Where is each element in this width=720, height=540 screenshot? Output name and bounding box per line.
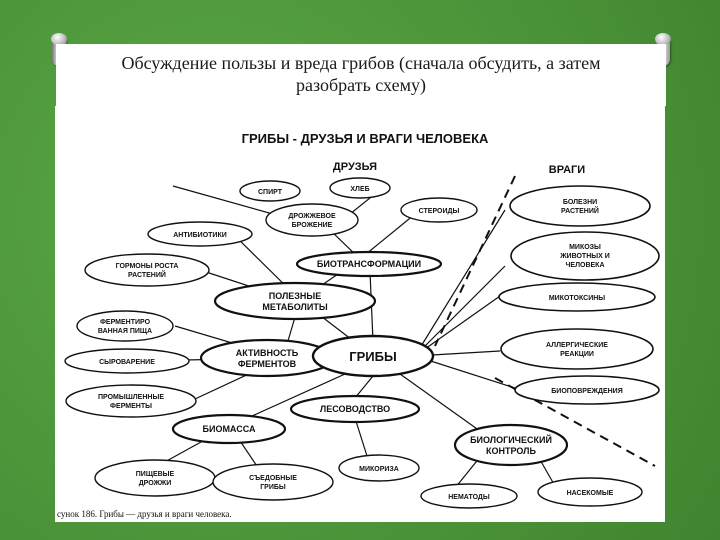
node-industrial-enzymes-line2: ФЕРМЕНТЫ	[110, 403, 152, 410]
slide-title-line2: разобрать схему)	[296, 75, 426, 95]
node-biocontrol-line1: БИОЛОГИЧЕСКИЙ	[470, 435, 552, 445]
node-enzyme-activity-line1: АКТИВНОСТЬ	[235, 348, 299, 358]
node-cheese-making	[65, 349, 189, 373]
node-mycorrhiza-label: МИКОРИЗА	[359, 466, 399, 473]
node-fungi-label: ГРИБЫ	[349, 349, 397, 364]
node-biodamage	[515, 376, 659, 404]
node-industrial-enzymes-line1: ПРОМЫШЛЕННЫЕ	[98, 394, 164, 401]
node-enzyme-activity-line2: ФЕРМЕНТОВ	[237, 359, 297, 369]
node-useful-metabolites-line1: ПОЛЕЗНЫЕ	[268, 291, 322, 301]
node-yeast-fermentation	[266, 204, 358, 236]
node-growth-hormones-line2: РАСТЕНИЙ	[128, 272, 166, 279]
node-useful-metabolites	[215, 283, 375, 319]
node-food-yeast-line2: ДРОЖЖИ	[138, 480, 172, 487]
node-plant-diseases-line2: РАСТЕНИЙ	[561, 208, 599, 215]
node-industrial-enzymes	[66, 385, 196, 417]
node-food-yeast-line1: ПИЩЕВЫЕ	[135, 471, 175, 478]
node-biotransformation	[297, 252, 441, 276]
node-biotransformation-label: БИОТРАНСФОРМАЦИИ	[316, 259, 422, 269]
node-plant-diseases	[510, 186, 650, 226]
node-nematodes	[421, 484, 517, 508]
node-allergic-reactions-line1: АЛЛЕРГИЧЕСКИЕ	[546, 342, 608, 349]
node-antibiotics-label: АНТИБИОТИКИ	[173, 232, 227, 239]
node-bread	[330, 178, 390, 198]
enemies-label: ВРАГИ	[548, 164, 586, 176]
node-steroids	[401, 198, 477, 222]
node-mycotoxins-label: МИКОТОКСИНЫ	[548, 295, 606, 302]
node-allergic-reactions	[501, 329, 653, 369]
node-mycoses-line1: МИКОЗЫ	[569, 244, 601, 251]
node-forestry	[291, 396, 419, 422]
node-antibiotics	[148, 222, 252, 246]
node-biodamage-label: БИОПОВРЕЖДЕНИЯ	[551, 388, 623, 395]
node-growth-hormones-line1: ГОРМОНЫ РОСТА	[115, 263, 179, 270]
node-biocontrol	[455, 425, 567, 465]
node-fermented-food	[77, 311, 173, 341]
node-insects	[538, 478, 642, 506]
node-spirit	[240, 181, 300, 201]
node-yeast-fermentation-line1: ДРОЖЖЕВОЕ	[288, 213, 336, 220]
node-plant-diseases-line1: БОЛЕЗНИ	[562, 199, 598, 206]
diagram-caption: сунок 186. Грибы — друзья и враги человека.	[57, 509, 232, 519]
node-growth-hormones	[85, 254, 209, 286]
slide-title	[56, 44, 666, 106]
node-yeast-fermentation-line2: БРОЖЕНИЕ	[291, 222, 333, 229]
node-edible-fungi-line1: СЪЕДОБНЫЕ	[249, 475, 297, 482]
node-fermented-food-line1: ФЕРМЕНТИРО	[99, 319, 151, 326]
node-bread-label: ХЛЕБ	[350, 186, 370, 193]
node-cheese-making-label: СЫРОВАРЕНИЕ	[99, 359, 155, 366]
slide-title-line1: Обсуждение пользы и вреда грибов (сначала обсудить, а затем	[121, 53, 601, 73]
node-spirit-label: СПИРТ	[258, 189, 282, 196]
node-food-yeast	[95, 460, 215, 496]
fungi-diagram	[55, 106, 665, 522]
node-mycotoxins	[499, 283, 655, 311]
node-biomass-label: БИОМАССА	[202, 424, 256, 434]
friends-label: ДРУЗЬЯ	[332, 161, 378, 173]
node-edible-fungi	[213, 464, 333, 500]
node-steroids-label: СТЕРОИДЫ	[418, 208, 460, 215]
node-fungi	[313, 336, 433, 376]
diagram-heading: ГРИБЫ - ДРУЗЬЯ И ВРАГИ ЧЕЛОВЕКА	[241, 131, 489, 146]
node-fermented-food-line2: ВАННАЯ ПИЩА	[97, 328, 153, 335]
node-allergic-reactions-line2: РЕАКЦИИ	[560, 351, 594, 358]
node-useful-metabolites-line2: МЕТАБОЛИТЫ	[262, 302, 328, 312]
node-mycoses-line3: ЧЕЛОВЕКА	[565, 262, 605, 269]
node-insects-label: НАСЕКОМЫЕ	[566, 490, 614, 497]
node-edible-fungi-line2: ГРИБЫ	[260, 484, 286, 491]
diagram-panel	[55, 106, 665, 522]
node-mycoses-line2: ЖИВОТНЫХ И	[560, 253, 610, 260]
node-mycoses	[511, 232, 659, 280]
node-mycorrhiza	[339, 455, 419, 481]
node-forestry-label: ЛЕСОВОДСТВО	[319, 404, 391, 414]
node-nematodes-label: НЕМАТОДЫ	[448, 494, 490, 501]
node-biomass	[173, 415, 285, 443]
node-biocontrol-line2: КОНТРОЛЬ	[486, 446, 536, 456]
